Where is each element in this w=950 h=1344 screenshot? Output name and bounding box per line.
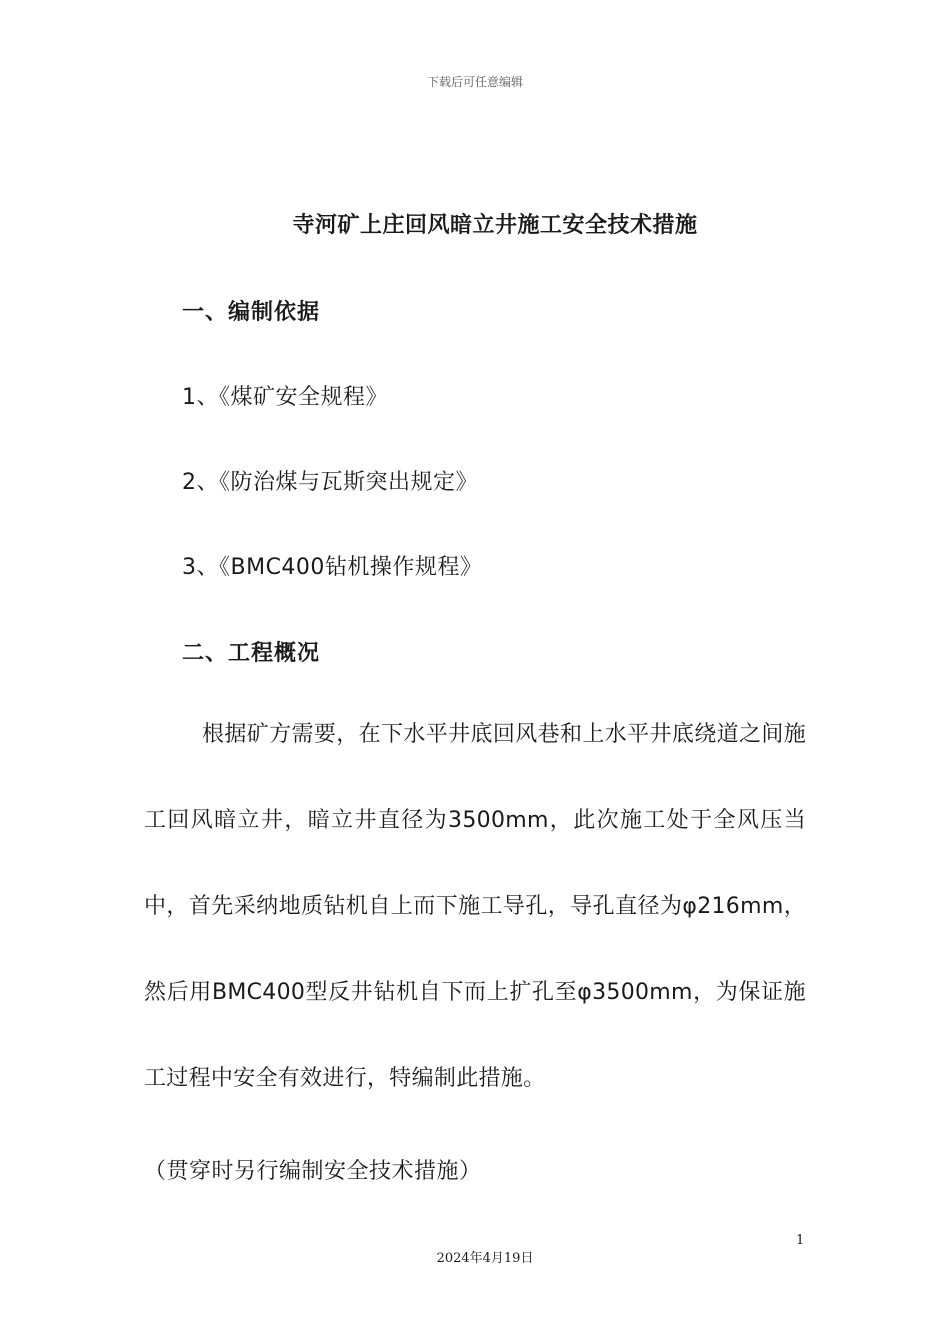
reference-item: 1、《煤矿安全规程》 xyxy=(182,385,388,410)
breakthrough-note: （贯穿时另行编制安全技术措施） xyxy=(144,1159,482,1184)
document-title: 寺河矿上庄回风暗立井施工安全技术措施 xyxy=(292,213,698,238)
reference-item: 3、《BMC400钻机操作规程》 xyxy=(182,555,483,580)
section-heading-overview: 二、工程概况 xyxy=(182,641,321,666)
overview-paragraph: 根据矿方需要，在下水平井底回风巷和上水平井底绕道之间施工回风暗立井，暗立井直径为3500mm，此次施工处于全风压当中，首先采纳地质钻机自上而下施工导孔，导孔直径为φ216mm，然后用BMC400型反井钻机自下而上扩孔至φ3500mm，为保证施工过程中安全有效进行，特编制此措施。 xyxy=(144,722,806,1091)
header-note: 下载后可任意编辑 xyxy=(426,75,523,89)
reference-item: 2、《防治煤与瓦斯突出规定》 xyxy=(182,470,478,495)
section-heading-basis: 一、编制依据 xyxy=(182,300,321,325)
footer-date: 2024年4月19日 xyxy=(436,1251,534,1266)
page-number: 1 xyxy=(796,1233,805,1248)
